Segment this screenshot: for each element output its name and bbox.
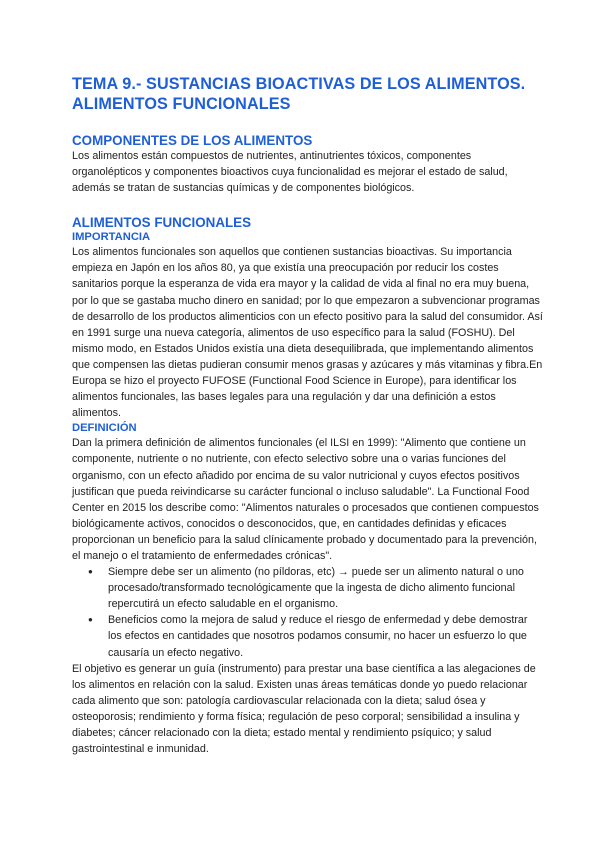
- page-title: TEMA 9.- SUSTANCIAS BIOACTIVAS DE LOS ALIMENTOS. ALIMENTOS FUNCIONALES: [72, 75, 526, 113]
- paragraph-importancia: Los alimentos funcionales son aquellos que contienen sustancias bioactivas. Su importancia empieza en Japón en los años 80, ya que existía una preocupación por reducir los costes sanitarios porque la esperanza de vida era mayor y la calidad de vida al final no era muy buena, por lo que se gastaba mucho dinero en sanidad; por lo que empezaron a subvencionar programas de desarrollo de los productos alimenticios con un efecto positivo para la salud del consumidor. Así en 1991 surge una nueva categoría, alimentos de uso específico para la salud (FOSHU). Del mismo modo, en Estados Unidos existía una dieta desequilibrada, que implementando alimentos que compensen las dietas pudieran consumir menos grasas y azúcares y más vitaminas y fibra.En Europa se hizo el proyecto FUFOSE (Functional Food Science in Europe), para identificar los alimentos funcionales, las bases legales para una regulación y dar una definición a estos alimentos.: [72, 246, 543, 420]
- bullet-list: [72, 564, 544, 661]
- paragraph-definicion: Dan la primera definición de alimentos funcionales (el ILSI en 1999): "Alimento que contiene un componente, nutriente o no nutriente, con efecto selectivo sobre una o varias funciones del organismo, con un efecto añadido por encima de su valor nutricional y cuyos efectos positivos justifican que pueda reivindicarse su carácter funcional o incluso saludable". La Functional Food Center en 2015 los describe como: "Alimentos naturales o procesados que contienen compuestos biológicamente activos, conocidos o desconocidos, que, en cantidades definidas y eficaces proporcionan un beneficio para la salud clínicamente probado y documentado para la prevención, el manejo o el tratamiento de enfermedades crónicas".: [72, 437, 539, 562]
- paragraph-componentes: Los alimentos están compuestos de nutrientes, antinutrientes tóxicos, componentes organolépticos y componentes bioactivos cuya funcionalidad es mejorar el estado de salud, además se tratan de sustancias químicas y de componentes biológicos.: [72, 150, 508, 195]
- heading-componentes: COMPONENTES DE LOS ALIMENTOS: [72, 133, 313, 148]
- heading-importancia: IMPORTANCIA: [72, 231, 151, 244]
- section-spacer: [72, 196, 544, 215]
- heading-definicion: DEFINICIÓN: [72, 422, 137, 435]
- list-item: ● Beneficios como la mejora de salud y reduce el riesgo de enfermedad y debe demostrar los efectos en cantidades que nosotros podamos consumir, no hacer un esfuerzo lo que causaría un efecto negativo.: [108, 612, 544, 660]
- heading-alimentos-funcionales: ALIMENTOS FUNCIONALES: [72, 215, 252, 231]
- list-item: ● Siempre debe ser un alimento (no píldoras, etc) → puede ser un alimento natural o uno procesado/transformado tecnológicamente que la ingesta de dicho alimento funcional repercutirá un efecto saludable en el organismo.: [108, 564, 544, 612]
- paragraph-objetivo: El objetivo es generar un guía (instrumento) para prestar una base científica a las alegaciones de los alimentos en relación con la salud. Existen unas áreas temáticas donde yo puedo relacionar cada alimento que son: patología cardiovascular relacionada con la dieta; salud ósea y osteoporosis; rendimiento y forma física; regulación de peso corporal; sensibilidad a insulina y diabetes; cáncer relacionado con la dieta; estado mental y rendimiento psíquico; y salud gastrointestinal e inmunidad.: [72, 662, 536, 756]
